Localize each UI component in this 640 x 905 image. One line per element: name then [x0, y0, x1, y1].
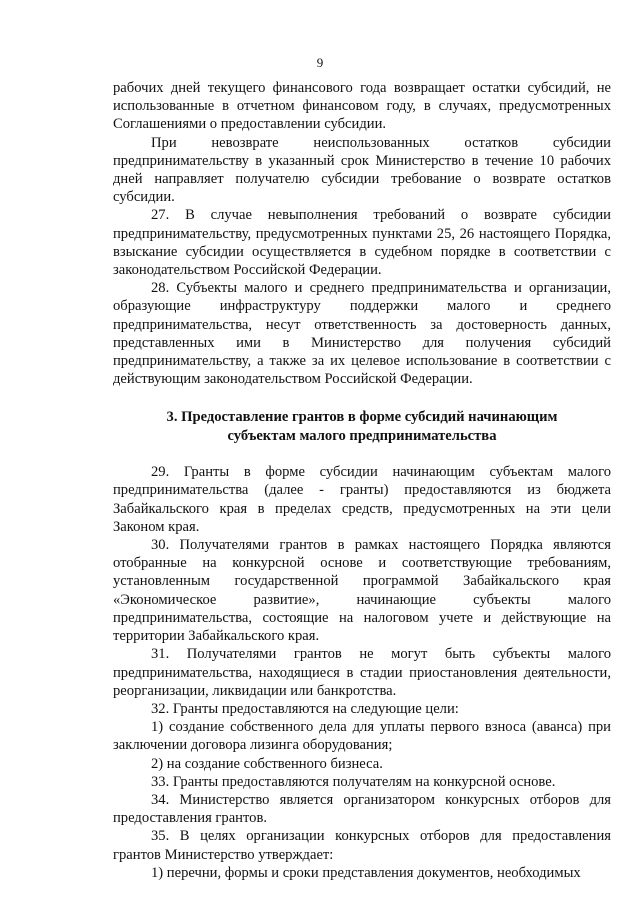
page-number: 9 [316, 55, 324, 70]
section-heading-line-2: субъектам малого предпринимательства [227, 427, 497, 444]
paragraph-32: 32. Гранты предоставляются на следующие цели: [151, 700, 459, 717]
paragraph-continuation: рабочих дней текущего финансового года возвращает остатки субсидий, не использованные в отчетном финансовом году, в случаях, предусмотренных Соглашениями о предоставлении субсидии. [113, 80, 611, 133]
paragraph-35-item-1: 1) перечни, формы и сроки представления документов, необходимых [151, 864, 581, 881]
paragraph-29: 29. Гранты в форме субсидии начинающим субъектам малого предпринимательства (далее - гранты) предоставляются из бюджета Забайкальского края в пределах средств, предусмотренных на эти цели Законом края. [113, 464, 611, 535]
paragraph-nonreturn: При невозврате неиспользованных остатков субсидии предпринимательству в указанный срок Министерство в течение 10 рабочих дней направляет получателю субсидии требование о возврате остатков субсидии. [113, 134, 611, 206]
section-heading [113, 408, 611, 445]
paragraph-31: 31. Получателями грантов не могут быть субъекты малого предпринимательства, находящиеся в стадии приостановления деятельности, реорганизации, ликвидации или банкротства. [113, 646, 611, 699]
paragraph-32-item-2: 2) на создание собственного бизнеса. [151, 755, 383, 772]
paragraph-34: 34. Министерство является организатором конкурсных отборов для предоставления грантов. [113, 791, 611, 827]
paragraph-28: 28. Субъекты малого и среднего предпринимательства и организации, образующие инфраструктуру поддержки малого и среднего предпринимательства, несут ответственность за достоверность данных, представленных ими в Министерство для получения субсидий предпринимательству, а также за их целевое использование в соответствии с действующим законодательством Российской Федерации. [113, 280, 611, 388]
paragraph-30: 30. Получателями грантов в рамках настоящего Порядка являются отобранные на конкурсной основе и соответствующие требованиям, установленным государственной программой Забайкальского края «Экономическое развитие», начинающие субъекты малого предпринимательства, состоящие на налоговом учете и действующие на территории Забайкальского края. [113, 537, 611, 645]
section-heading-line-1: 3. Предоставление грантов в форме субсидий начинающим [166, 409, 558, 426]
paragraph-35: 35. В целях организации конкурсных отборов для предоставления грантов Министерство утверждает: [113, 828, 611, 863]
paragraph-32-item-1: 1) создание собственного дела для уплаты первого взноса (аванса) при заключении договора лизинга оборудования; [113, 719, 611, 754]
paragraph-33: 33. Гранты предоставляются получателям на конкурсной основе. [151, 773, 556, 790]
paragraph-27: 27. В случае невыполнения требований о возврате субсидии предпринимательству, предусмотренных пунктами 25, 26 настоящего Порядка, взыскание субсидии осуществляется в судебном порядке в соответствии с законодательством Российской Федерации. [113, 207, 611, 279]
document-body [113, 79, 611, 882]
